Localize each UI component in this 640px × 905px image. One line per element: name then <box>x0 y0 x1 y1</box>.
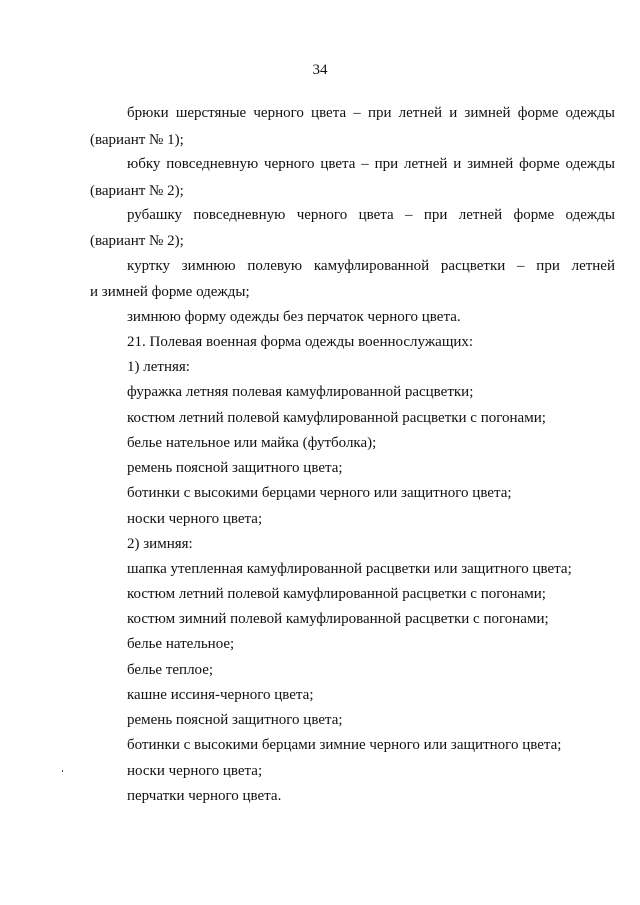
list-item: ремень поясной защитного цвета; <box>127 460 343 476</box>
list-item: кашне иссиня-черного цвета; <box>127 687 314 703</box>
section-heading: 21. Полевая военная форма одежды военнослужащих: <box>127 334 474 350</box>
list-item: костюм летний полевой камуфлированной расцветки с погонами; <box>127 586 546 602</box>
list-item: фуражка летняя полевая камуфлированной расцветки; <box>127 384 474 400</box>
text-line: юбку повседневную черного цвета – при летней и зимней форме одежды <box>127 156 615 172</box>
list-item: белье нательное или майка (футболка); <box>127 435 377 451</box>
list-item: костюм зимний полевой камуфлированной расцветки с погонами; <box>127 611 549 627</box>
text-line: (вариант № 1); <box>90 132 184 148</box>
list-item: ремень поясной защитного цвета; <box>127 712 343 728</box>
list-item: носки черного цвета; <box>127 763 263 779</box>
list-item: шапка утепленная камуфлированной расцветки или защитного цвета; <box>127 561 572 577</box>
list-item: ботинки с высокими берцами черного или защитного цвета; <box>127 485 512 501</box>
page-number: 34 <box>312 62 328 78</box>
subsection-heading: 1) летняя: <box>127 359 190 375</box>
scan-speck <box>62 770 63 772</box>
text-line: (вариант № 2); <box>90 233 184 249</box>
subsection-heading: 2) зимняя: <box>127 536 193 552</box>
list-item: белье нательное; <box>127 636 235 652</box>
text-line: зимнюю форму одежды без перчаток черного цвета. <box>127 309 461 325</box>
text-line: брюки шерстяные черного цвета – при летней и зимней форме одежды <box>127 105 615 121</box>
text-line: рубашку повседневную черного цвета – при летней форме одежды <box>127 207 615 223</box>
list-item: костюм летний полевой камуфлированной расцветки с погонами; <box>127 410 546 426</box>
list-item: перчатки черного цвета. <box>127 788 282 804</box>
list-item: носки черного цвета; <box>127 511 263 527</box>
text-line: (вариант № 2); <box>90 183 184 199</box>
list-item: белье теплое; <box>127 662 214 678</box>
list-item: ботинки с высокими берцами зимние черного или защитного цвета; <box>127 737 562 753</box>
text-line: куртку зимнюю полевую камуфлированной расцветки – при летней <box>127 258 615 274</box>
text-line: и зимней форме одежды; <box>90 284 250 300</box>
